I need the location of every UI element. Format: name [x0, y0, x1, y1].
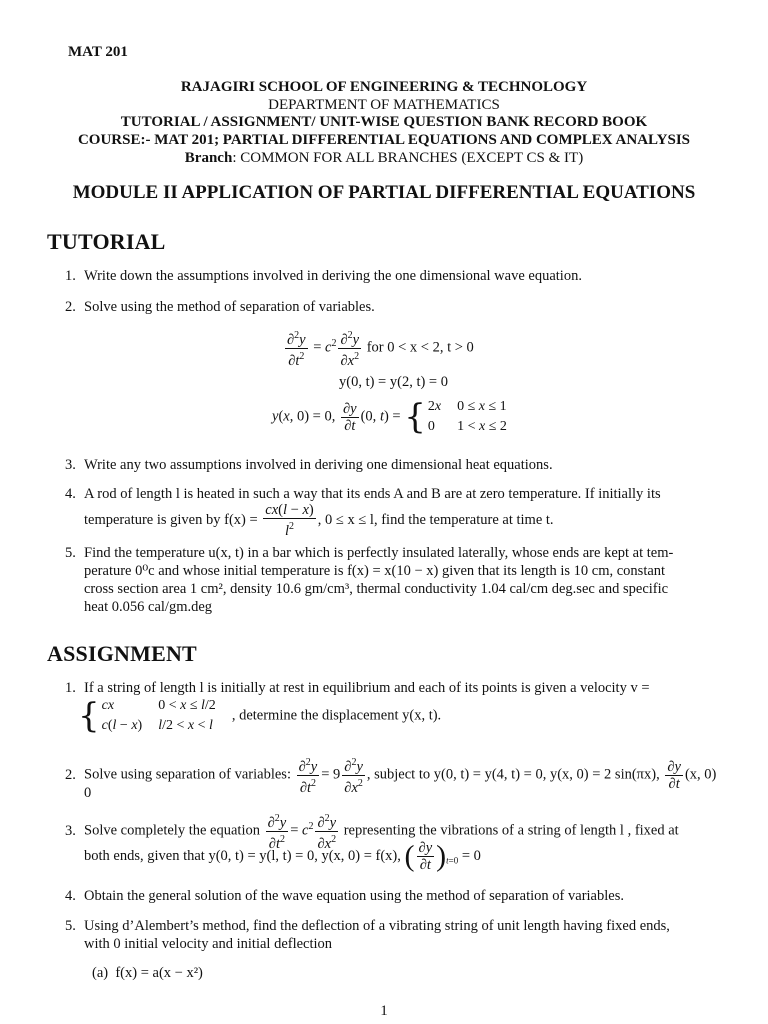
module-title: MODULE II APPLICATION OF PARTIAL DIFFERENTIAL EQUATIONS	[72, 182, 696, 203]
tutorial-q5-line3: cross section area 1 cm², density 10.6 gm/cm³, thermal conductivity 1.04 cal/cm deg.sec and specific	[84, 581, 669, 597]
wave-equation-domain: for 0 < x < 2, t > 0	[366, 339, 474, 356]
assignment-q2-wrap: 0	[84, 785, 92, 801]
tutorial-q5-line4: heat 0.056 cal/gm.deg	[84, 599, 213, 615]
assignment-q2-tail: (x, 0)	[684, 766, 717, 783]
tutorial-q2: 2. Solve using the method of separation of variables.	[65, 299, 375, 315]
assignment-q4: 4. Obtain the general solution of the wave equation using the method of separation of variables.	[65, 888, 624, 904]
assignment-q2-lead: Solve using separation of variables:	[84, 766, 291, 783]
assignment-q3-line2b: = 0	[461, 847, 481, 864]
record-book-title: TUTORIAL / ASSIGNMENT/ UNIT-WISE QUESTION BANK RECORD BOOK	[120, 114, 648, 130]
assignment-q3-mid: representing the vibrations of a string of length l , fixed at	[343, 822, 679, 839]
branch-value: : COMMON FOR ALL BRANCHES (EXCEPT CS & IT)	[232, 150, 584, 166]
initial-condition: y(x, 0) = 0, $\frac{\partial y}{\partial t}$ (0, t) = { 2x 0 ≤ x ≤ 1 0 1 < x ≤ 2	[272, 397, 507, 437]
tutorial-q1: 1. Write down the assumptions involved in deriving the one dimensional wave equation.	[65, 268, 582, 284]
tutorial-q3: 3. Write any two assumptions involved in deriving one dimensional heat equations.	[65, 457, 553, 473]
assignment-q3: 3. Solve completely the equation $\frac{\partial^2y}{\partial t^2}$ = $c^2$ $\frac{\partial^2y}{\partial x^2}$ representing the vibrations of a string of length l , fixed at	[65, 813, 679, 852]
assignment-q2: 2. Solve using separation of variables: $\frac{\partial^2y}{\partial t^2}$ = 9 $\frac{\partial^2y}{\partial x^2}$ , subject to y(0, t) = y(4, t) = 0, y(x, 0) = 2 sin(πx), $\frac{\partial y}{\partial t}$ (x, 0)	[65, 757, 717, 796]
assignment-q3-line2: both ends, given that y(0, t) = y(l, t) = 0, y(x, 0) = f(x), ( $\frac{\partial y}{\partial t}$ )$_{t=0} = 0$	[84, 839, 481, 873]
tutorial-q1-text: Write down the assumptions involved in deriving the one dimensional wave equation.	[84, 268, 582, 284]
tutorial-q4: 4. A rod of length l is heated in such a way that its ends A and B are at zero temperature. If initially its	[65, 486, 661, 502]
school-name: RAJAGIRI SCHOOL OF ENGINEERING & TECHNOLOGY	[180, 79, 588, 95]
boundary-condition: y(0, t) = y(2, t) = 0	[339, 374, 448, 390]
assignment-q4-text: Obtain the general solution of the wave equation using the method of separation of variables.	[84, 888, 624, 904]
tutorial-q4-line2b: , 0 ≤ x ≤ l, find the temperature at time t.	[317, 511, 554, 528]
page-number: 1	[380, 1003, 388, 1019]
assignment-q2-mid: , subject to y(0, t) = y(4, t) = 0, y(x, 0) = 2 sin(πx),	[366, 766, 660, 783]
tutorial-q4-line1: A rod of length l is heated in such a way that its ends A and B are at zero temperature. If initially its	[84, 486, 661, 502]
assignment-q1-tail: , determine the displacement y(x, t).	[231, 707, 442, 724]
tutorial-q5-line2: perature 0⁰c and whose initial temperature is f(x) = x(10 − x) given that its length is 10 cm, constant	[84, 563, 666, 579]
branch-label: Branch	[184, 150, 233, 166]
wave-equation: $\frac{\partial^2y}{\partial t^2}$ = $c^2$ $\frac{\partial^2y}{\partial x^2}$ for 0 < x < 2, t > 0	[287, 330, 474, 369]
assignment-q5-line2: with 0 initial velocity and initial deflection	[84, 936, 333, 952]
assignment-q5: 5. Using d’Alembert’s method, find the deflection of a vibrating string of unit length having fixed ends,	[65, 918, 670, 934]
assignment-q1: 1. If a string of length l is initially at rest in equilibrium and each of its points is given a velocity v =	[65, 680, 650, 696]
tutorial-heading: TUTORIAL	[47, 229, 166, 254]
assignment-q5-a-label: (a)	[92, 965, 109, 981]
assignment-q3-line2a: both ends, given that y(0, t) = y(l, t) = 0, y(x, 0) = f(x),	[84, 847, 401, 864]
assignment-q3-lead: Solve completely the equation	[84, 822, 260, 839]
course-code: MAT 201	[68, 44, 128, 60]
department-name: DEPARTMENT OF MATHEMATICS	[268, 97, 500, 113]
course-title: COURSE:- MAT 201; PARTIAL DIFFERENTIAL EQUATIONS AND COMPLEX ANALYSIS	[77, 132, 691, 148]
tutorial-q5-line1: Find the temperature u(x, t) in a bar which is perfectly insulated laterally, whose ends are kept at tem-	[84, 545, 674, 561]
branch-line	[0, 149, 768, 167]
assignment-q5-line1: Using d’Alembert’s method, find the deflection of a vibrating string of unit length having fixed ends,	[84, 918, 670, 934]
assignment-q1-line1: If a string of length l is initially at rest in equilibrium and each of its points is given a velocity v =	[84, 680, 650, 696]
tutorial-q4-line2: temperature is given by f(x) = $\frac{cx(l - x)}{l^2}$ , 0 ≤ x ≤ l, find the temperature at time t.	[84, 502, 554, 539]
assignment-q5-a	[92, 964, 203, 982]
tutorial-q2-text: Solve using the method of separation of variables.	[84, 299, 375, 315]
assignment-heading: ASSIGNMENT	[47, 641, 197, 666]
tutorial-q3-text: Write any two assumptions involved in deriving one dimensional heat equations.	[84, 457, 553, 473]
assignment-q5-a-text: f(x) = a(x − x²)	[115, 965, 203, 981]
tutorial-q5: 5. Find the temperature u(x, t) in a bar which is perfectly insulated laterally, whose ends are kept at tem-	[65, 545, 674, 561]
assignment-q1-cases: { cx 0 < x ≤ l/2 c(l − x) l/2 < x < l, determine the displacement y(x, t).	[78, 696, 442, 736]
tutorial-q4-line2a: temperature is given by f(x) =	[84, 511, 258, 528]
